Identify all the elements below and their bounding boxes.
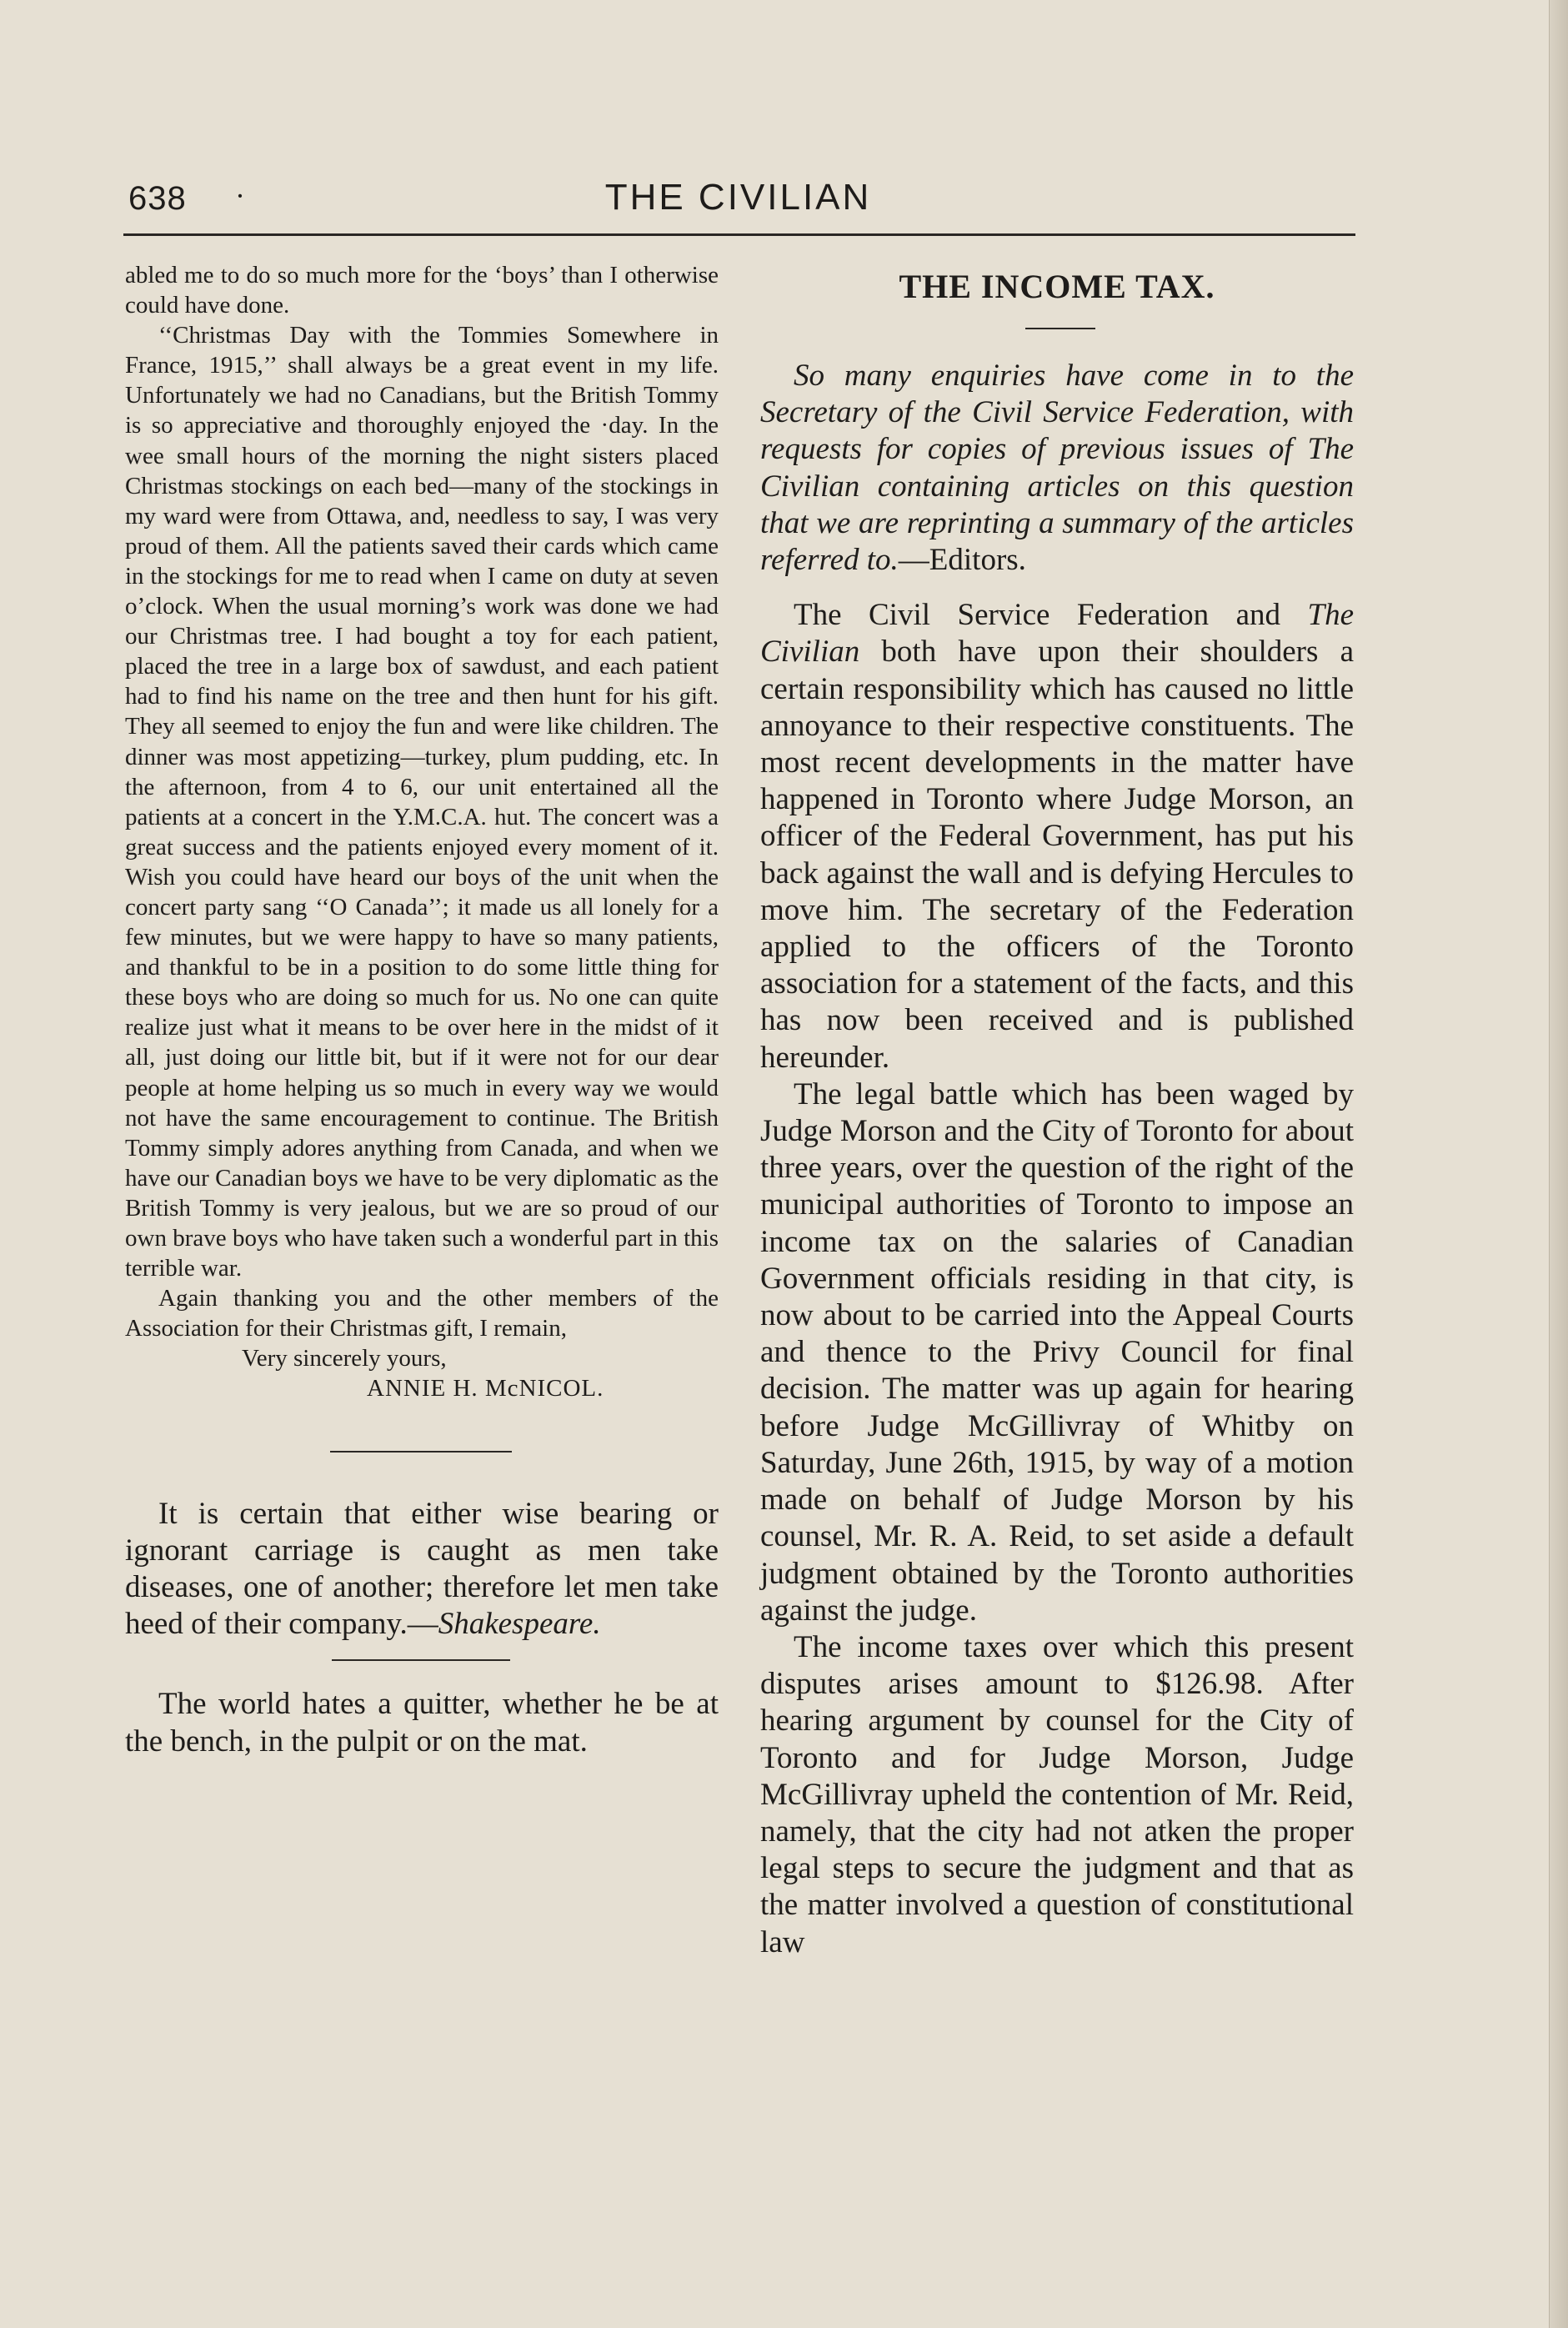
letter-closing <box>125 1343 719 1403</box>
article-paragraph-2: The legal battle which has been waged by Judge Morson and the City of Toronto for about three years, over the question of the right of the municipal authorities of Toronto to impose an income tax on the salaries of Canadian Government officials residing in that city, is now about to be carried into the Appeal Courts and thence to the Privy Council for final decision. The matter was up again for hearing before Judge McGillivray of Whitby on Saturday, June 26th, 1915, by way of a motion made on behalf of Judge Morson by his counsel, Mr. R. A. Reid, to set aside a default judgment obtained by the Toronto authorities against the judge. <box>760 1076 1354 1628</box>
letter-paragraph-1: abled me to do so much more for the ‘boys’ than I otherwise could have done. <box>125 262 719 319</box>
quitter-quote <box>125 1686 719 1759</box>
page-edge <box>1549 0 1568 2328</box>
civilian-title: The Civilian <box>760 598 1354 670</box>
editors-note-text: So many enquiries have come in to the Secretary of the Civil Service Federation, with requests for copies of previous issues of The Civilian containing articles on this question that we are reprinting a summary of the articles referred to. <box>760 359 1354 578</box>
header-dot: · <box>235 179 245 213</box>
shakespeare-quote <box>125 1496 719 1643</box>
editors-note-suffix: —Editors. <box>898 543 1026 578</box>
letter-paragraph-2: ‘‘Christmas Day with the Tommies Somewhere in France, 1915,’’ shall always be a great event in my life. Unfortunately we had no Canadians, but the British Tommy is so appreciative and thoroughly enjoyed the ·day. In the wee small hours of the morning the night sisters placed Christmas stockings on each bed—many of the stockings in my ward were from Ottawa, and, needless to say, I was very proud of them. All the patients saved their cards which came in the stockings for me to read when I came on duty at seven o’clock. When the usual morning’s work was done we had our Christmas tree. I had bought a toy for each patient, placed the tree in a large box of sawdust, and each patient had to find his name on the tree and then hunt for his gift. They all seemed to enjoy the fun and were like children. The dinner was most appetizing—turkey, plum pudding, etc. In the afternoon, from 4 to 6, our unit entertained all the patients at a concert in the Y.M.C.A. hut. The concert was a great success and the patients enjoyed every moment of it. Wish you could have heard our boys of the unit when the concert party sang ‘‘O Canada’’; it made us all lonely for a few minutes, but we were happy to have so many patients, and thankful to be in a position to do some little thing for these boys who are doing so much for us. No one can quite realize just what it means to be over here in the midst of it all, just doing our little bit, but if it were not for our dear people at home helping us so much in every way we would not have the same encouragement to continue. The British Tommy simply adores anything from Canada, and when we have our Canadian boys we have to be very diplomatic as the British Tommy is very jealous, but we are so proud of our own brave boys who have taken such a wonderful part in this terrible war. <box>125 322 719 1282</box>
heading-rule <box>1025 328 1095 329</box>
left-column <box>125 260 719 1760</box>
article-paragraph-3: The income taxes over which this present disputes arises amount to $126.98. After hearing argument by counsel for the City of Toronto and for Judge Morson, Judge McGillivray upheld the contention of Mr. Reid, namely, that the city had not atken the proper legal steps to secure the judgment and that as the matter involved a question of constitutional law <box>760 1629 1354 1959</box>
editors-note <box>760 358 1354 579</box>
quitter-quote-text: The world hates a quitter, whether he be at the bench, in the pulpit or on the mat. <box>125 1687 719 1759</box>
journal-title: THE CIVILIAN <box>604 177 872 218</box>
letter-continuation <box>125 260 719 1343</box>
article-heading: THE INCOME TAX. <box>899 268 1215 305</box>
separator-rule <box>330 1451 512 1452</box>
separator-rule-2 <box>332 1659 510 1661</box>
closing-line: Very sincerely yours, <box>242 1345 447 1372</box>
article-body <box>760 358 1354 1961</box>
header-rule <box>123 233 1355 236</box>
shakespeare-attribution: Shakespeare. <box>438 1607 601 1642</box>
right-column <box>760 260 1354 1961</box>
shakespeare-quote-text: It is certain that either wise bearing or ignorant carriage is caught as men take diseases, one of another; therefore let men take heed of their company.— <box>125 1496 719 1642</box>
page-header <box>123 175 1353 225</box>
letter-paragraph-3: Again thanking you and the other members of the Association for their Christmas gift, I remain, <box>125 1285 719 1342</box>
signature: ANNIE H. McNICOL. <box>367 1375 604 1402</box>
page-number: 638 <box>128 180 187 217</box>
article-paragraph-1: The Civil Service Federation and The Civilian both have upon their shoulders a certain responsibility which has caused no little annoyance to their respective constituents. The most recent developments in the matter have happened in Toronto where Judge Morson, an officer of the Federal Government, has put his back against the wall and is defying Hercules to move him. The secretary of the Federation applied to the officers of the Toronto association for a statement of the facts, and this has now been received and is published hereunder. <box>760 598 1354 1075</box>
